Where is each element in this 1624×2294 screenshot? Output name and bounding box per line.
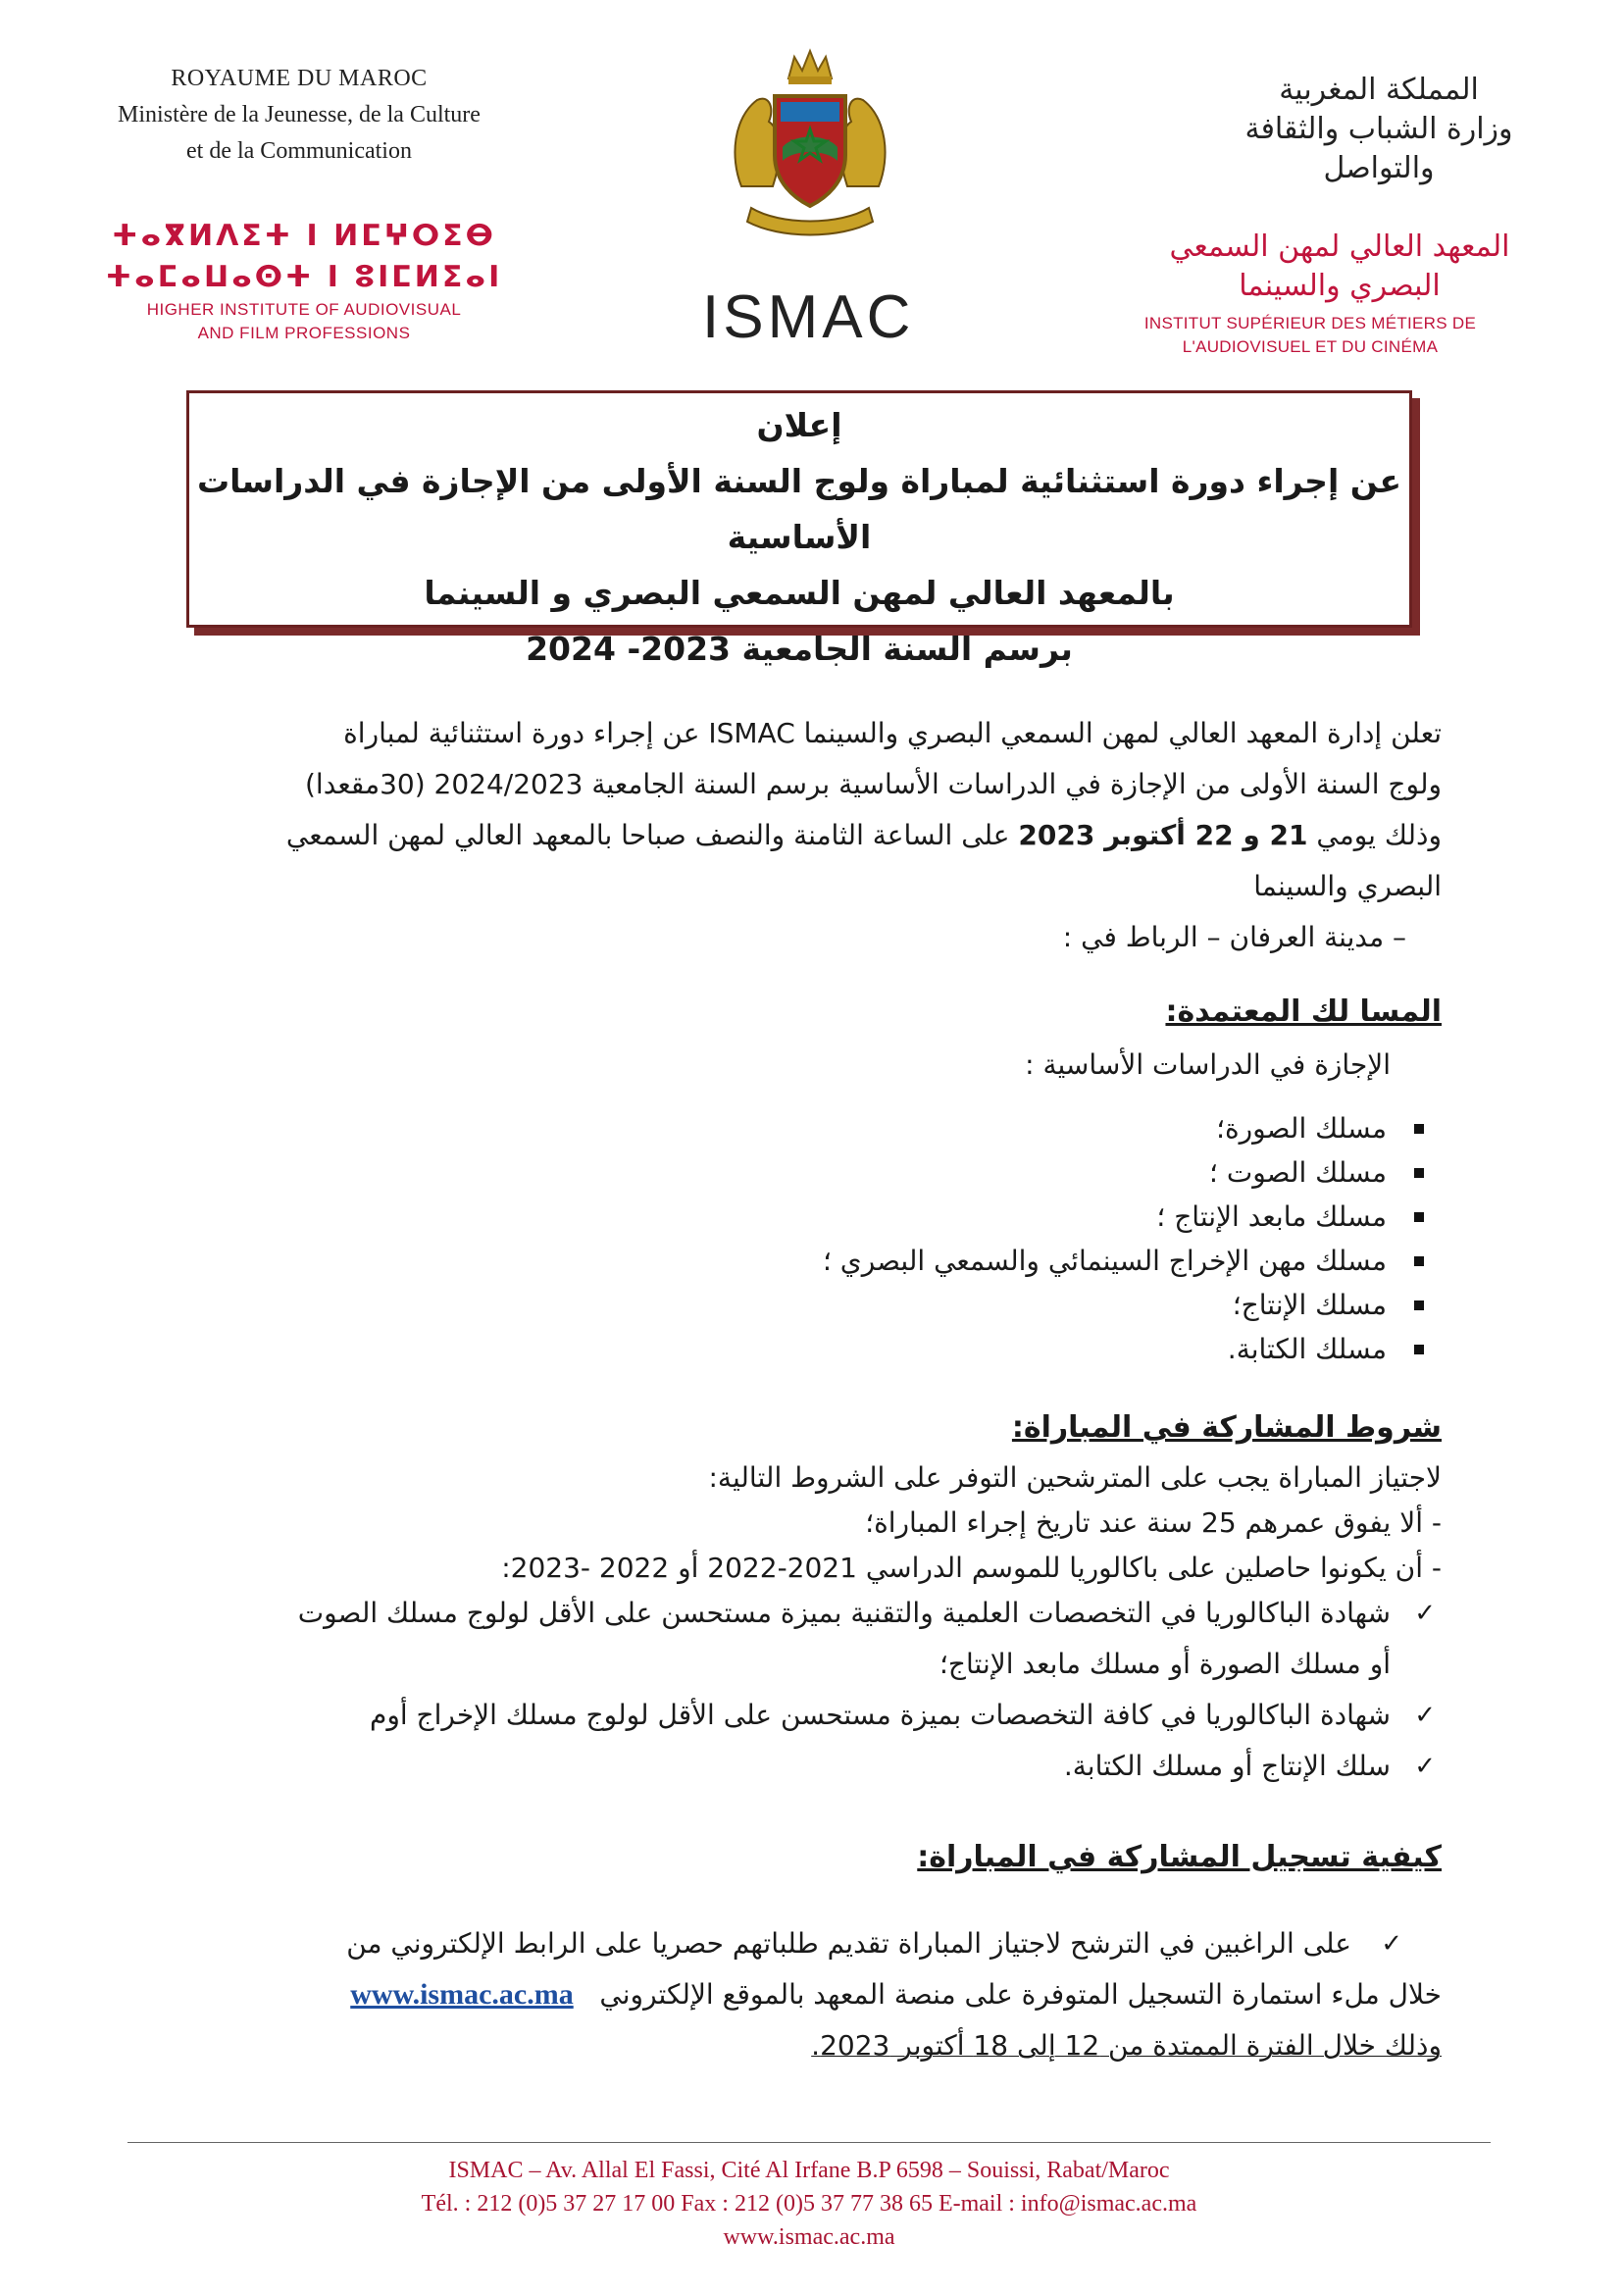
ismac-logo: [698, 280, 953, 349]
checkmark-icon: ✓: [1414, 1701, 1436, 1730]
institute-english-name: [78, 298, 530, 345]
square-bullet-icon: [1414, 1300, 1424, 1310]
institute-arabic-line1: المعهد العالي لمهن السمعي: [1169, 229, 1510, 264]
list-item: ✓ شهادة الباكالوريا في التخصصات العلمية والتقنية بميزة مستحسن على الأقل لولوج مسلك الصوت أو مسلك الصورة أو مسلك مابعد الإنتاج؛: [147, 1591, 1442, 1687]
institute-french-name: [1055, 312, 1565, 359]
ministry-arabic-header: [1202, 71, 1555, 188]
title-line2: عن إجراء دورة استثنائية لمباراة ولوج السنة الأولى من الإجازة في الدراسات الأساسية: [196, 462, 1401, 556]
intro-paragraph: [147, 708, 1442, 963]
square-bullet-icon: [1414, 1124, 1424, 1134]
registration-line2: خلال ملء استمارة التسجيل المتوفرة على منصة المعهد بالموقع الإلكتروني www.ismac.ac.ma: [350, 1978, 1442, 2011]
institute-english-line1: HIGHER INSTITUTE OF AUDIOVISUAL: [146, 300, 462, 319]
footer: [127, 2154, 1491, 2254]
registration-heading: كيفية تسجيل المشاركة في المباراة:: [917, 1840, 1442, 1874]
intro-line3-a: وذلك يومي: [1307, 819, 1442, 851]
intro-line5: – مدينة العرفان – الرباط في :: [1062, 921, 1406, 953]
footer-contact: Tél. : 212 (0)5 37 27 17 00 Fax : 212 (0)5 37 77 38 65 E-mail : info@ismac.ac.ma: [421, 2191, 1197, 2217]
intro-line1: تعلن إدارة المعهد العالي لمهن السمعي البصري والسينما ISMAC عن إجراء دورة استثنائية لمباراة: [343, 717, 1442, 749]
tracks-list: [147, 1106, 1442, 1371]
ministry-arabic-line1: وزارة الشباب والثقافة: [1244, 112, 1513, 146]
square-bullet-icon: [1414, 1256, 1424, 1266]
list-item: مسلك مابعد الإنتاج ؛: [147, 1195, 1442, 1239]
list-item: مسلك الصورة؛: [147, 1106, 1442, 1150]
conditions-intro: لاجتياز المباراة يجب على المترشحين التوفر على الشروط التالية:: [708, 1461, 1442, 1494]
condition-bac: - أن يكونوا حاصلين على باكالوريا للموسم الدراسي 2021-2022 أو 2022 -2023:: [501, 1552, 1442, 1584]
announcement-title-box: [186, 390, 1412, 668]
institute-arabic-line2: البصري والسينما: [1239, 269, 1441, 303]
checkmark-icon: ✓: [1414, 1752, 1436, 1781]
footer-website: www.ismac.ac.ma: [723, 2224, 895, 2250]
checkmark-icon: ✓: [1414, 1599, 1436, 1628]
registration-section: [147, 1832, 1442, 2071]
coat-of-arms-emblem: [712, 39, 908, 245]
title-line4: برسم السنة الجامعية 2023- 2024: [526, 630, 1073, 668]
tracks-subheading: الإجازة في الدراسات الأساسية :: [1025, 1048, 1391, 1081]
list-item: مسلك الإنتاج؛: [147, 1283, 1442, 1327]
registration-period: وذلك خلال الفترة الممتدة من 12 إلى 18 أكتوبر 2023.: [811, 2029, 1442, 2062]
list-item: ✓ على الراغبين في الترشح لاجتياز المباراة تقديم طلباتهم حصريا على الرابط الإلكتروني من: [147, 1918, 1442, 1969]
tifinagh-line1: ⵜⴰⴳⵍⴷⵉⵜ ⵏ ⵍⵎⵖⵔⵉⴱ: [112, 219, 496, 253]
condition-age: - ألا يفوق عمرهم 25 سنة عند تاريخ إجراء المباراة؛: [865, 1506, 1442, 1539]
kingdom-name: ROYAUME DU MAROC: [171, 66, 428, 91]
ministry-arabic-line2: والتواصل: [1323, 151, 1435, 185]
conditions-section: [147, 1401, 1442, 1789]
list-item: ✓ سلك الإنتاج أو مسلك الكتابة.: [147, 1744, 1442, 1789]
ministry-french-header: [59, 61, 539, 170]
institute-french-line1: INSTITUT SUPÉRIEUR DES MÉTIERS DE: [1143, 314, 1477, 332]
tifinagh-line2: ⵜⴰⵎⴰⵡⴰⵙⵜ ⵏ ⵓⵏⵎⵍⵉⴰⵏ: [105, 260, 503, 294]
institute-french-line2: L'AUDIOVISUEL ET DU CINÉMA: [1182, 337, 1439, 356]
tracks-section: [147, 987, 1442, 1371]
tifinagh-institute-name: [69, 216, 539, 298]
kingdom-arabic: المملكة المغربية: [1279, 73, 1479, 107]
intro-line3: [147, 810, 1442, 861]
exam-dates: 21 و 22 أكتوبر 2023: [1018, 819, 1308, 851]
ministry-name-line2: et de la Communication: [186, 138, 412, 164]
square-bullet-icon: [1414, 1168, 1424, 1178]
ministry-name-line1: Ministère de la Jeunesse, de la Culture: [118, 102, 481, 127]
list-item: مسلك الكتابة.: [147, 1327, 1442, 1371]
list-item: ✓ شهادة الباكالوريا في كافة التخصصات بميزة مستحسن على الأقل لولوج مسلك الإخراج أوم: [147, 1693, 1442, 1738]
coat-of-arms-icon: [712, 39, 908, 245]
intro-line4: البصري والسينما: [1253, 870, 1442, 902]
tracks-heading: المسا لك المعتمدة:: [1165, 994, 1442, 1029]
title-line3: بالمعهد العالي لمهن السمعي البصري و السينما: [424, 574, 1175, 612]
intro-line2: ولوج السنة الأولى من الإجازة في الدراسات الأساسية برسم السنة الجامعية 2024/2023 (30مقعدا): [305, 768, 1442, 800]
list-item: مسلك مهن الإخراج السينمائي والسمعي البصري ؛: [147, 1239, 1442, 1283]
website-link[interactable]: www.ismac.ac.ma: [350, 1978, 574, 2011]
checkmark-icon: ✓: [1381, 1929, 1402, 1959]
title-announcement: إعلان: [756, 406, 842, 444]
list-item: مسلك الصوت ؛: [147, 1150, 1442, 1195]
institute-english-line2: AND FILM PROFESSIONS: [197, 324, 411, 342]
conditions-heading: شروط المشاركة في المباراة:: [1011, 1410, 1442, 1445]
square-bullet-icon: [1414, 1212, 1424, 1222]
ismac-logo-text: ISMAC: [702, 283, 915, 349]
square-bullet-icon: [1414, 1345, 1424, 1354]
institute-arabic-name: [1124, 228, 1555, 306]
footer-address: ISMAC – Av. Allal El Fassi, Cité Al Irfane B.P 6598 – Souissi, Rabat/Maroc: [448, 2158, 1170, 2183]
footer-divider: [127, 2142, 1491, 2143]
intro-line3-c: على الساعة الثامنة والنصف صباحا بالمعهد العالي لمهن السمعي: [285, 819, 1019, 851]
ismac-logo-mark: [698, 280, 953, 349]
